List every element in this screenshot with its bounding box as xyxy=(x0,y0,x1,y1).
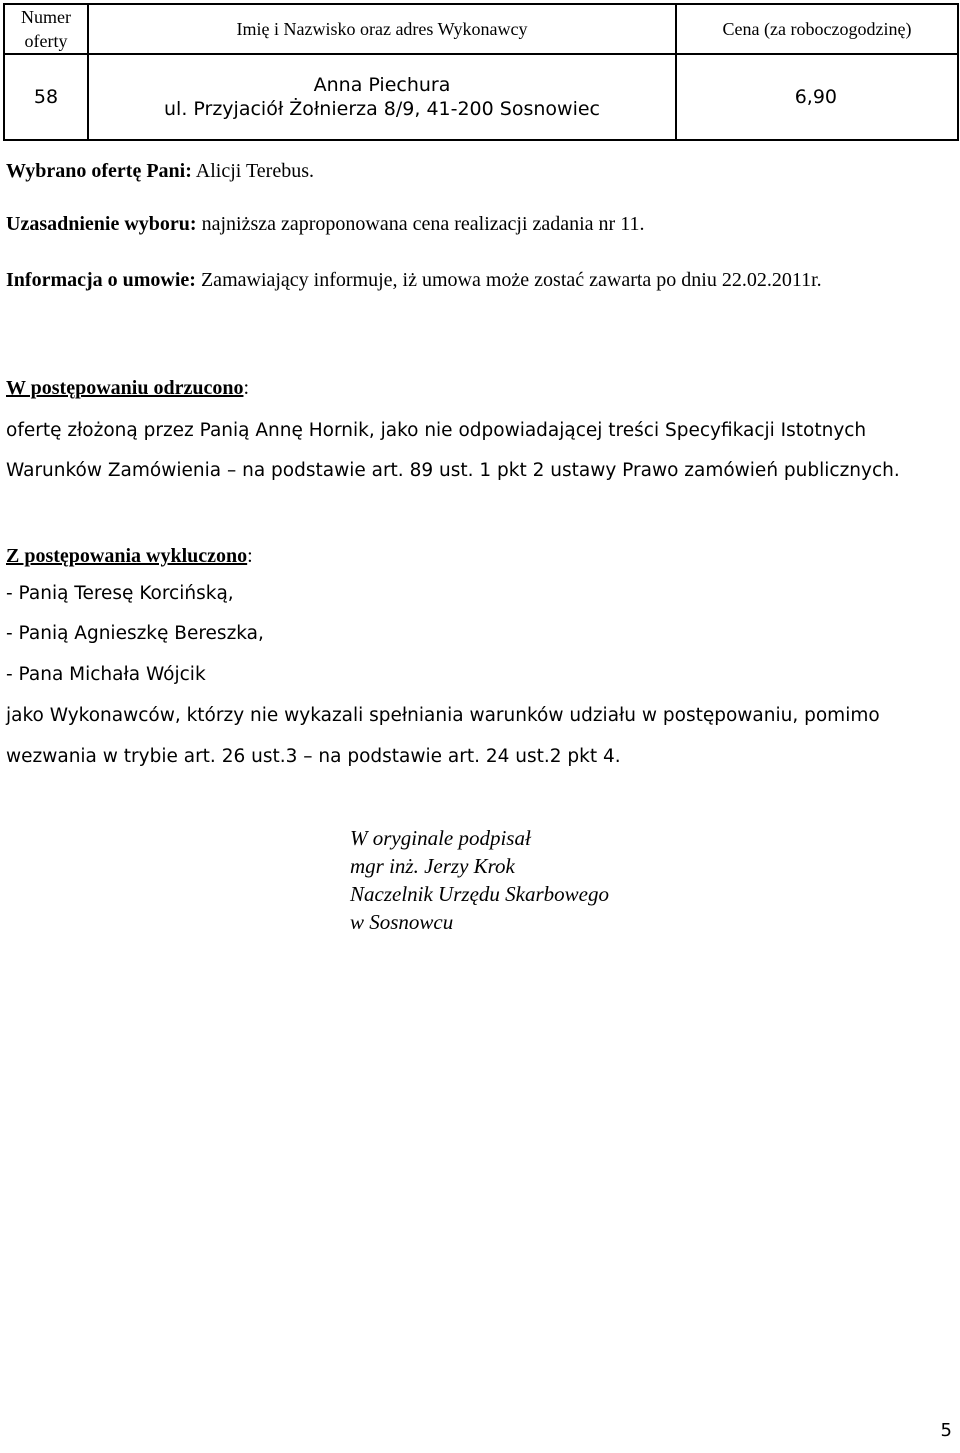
table-row xyxy=(4,54,958,140)
rejected-colon: : xyxy=(243,377,250,399)
header-name: Imię i Nazwisko oraz adres Wykonawcy xyxy=(88,4,676,54)
contract-info-value: Zamawiający informuje, iż umowa może zostać zawarta po dniu 22.02.2011r. xyxy=(200,269,822,291)
selection-value: Alicji Terebus. xyxy=(195,160,314,182)
page-number: 5 xyxy=(940,1420,952,1441)
signature-line-3: Naczelnik Urzędu Skarbowego xyxy=(350,882,609,906)
offers-table xyxy=(3,3,959,141)
contractor-name: Anna Piechura xyxy=(313,74,451,96)
excluded-item-2: - Panią Agnieszkę Bereszka, xyxy=(6,623,264,644)
justification-value: najniższa zaproponowana cena realizacji zadania nr 11. xyxy=(201,213,645,235)
selection-label: Wybrano ofertę Pani: xyxy=(6,160,192,182)
contractor-cell xyxy=(88,54,676,140)
signature-line-4: w Sosnowcu xyxy=(350,910,454,934)
justification-paragraph xyxy=(6,211,954,237)
signature-block xyxy=(350,824,609,936)
excluded-colon: : xyxy=(247,545,253,567)
excluded-item-3: - Pana Michała Wójcik xyxy=(6,664,206,685)
selection-paragraph xyxy=(6,158,954,184)
rejected-line-1: ofertę złożoną przez Panią Annę Hornik, jako nie odpowiadającej treści Specyfikacji Istotnych xyxy=(6,420,867,441)
rejected-heading-line xyxy=(6,375,249,401)
excluded-reason-line-2: wezwania w trybie art. 26 ust.3 – na podstawie art. 24 ust.2 pkt 4. xyxy=(6,746,621,767)
excluded-item-1: - Panią Teresę Korcińską, xyxy=(6,583,234,604)
offer-price: 6,90 xyxy=(676,54,958,140)
header-number: Numer oferty xyxy=(4,4,88,54)
excluded-heading: Z postępowania wykluczono xyxy=(6,545,248,567)
excluded-reason-line-1: jako Wykonawców, którzy nie wykazali spełniania warunków udziału w postępowaniu, pomimo xyxy=(6,705,880,726)
signature-line-2: mgr inż. Jerzy Krok xyxy=(350,854,515,878)
contractor-address: ul. Przyjaciół Żołnierza 8/9, 41-200 Sosnowiec xyxy=(164,98,600,120)
contract-info-label: Informacja o umowie: xyxy=(6,269,196,291)
offer-number: 58 xyxy=(4,54,88,140)
contract-info-paragraph xyxy=(6,266,954,294)
rejected-heading: W postępowaniu odrzucono xyxy=(6,377,244,399)
rejected-line-2: Warunków Zamówienia – na podstawie art. 89 ust. 1 pkt 2 ustawy Prawo zamówień publicznych. xyxy=(6,460,900,481)
header-price: Cena (za roboczogodzinę) xyxy=(676,4,958,54)
justification-label: Uzasadnienie wyboru: xyxy=(6,213,197,235)
signature-line-1: W oryginale podpisał xyxy=(350,826,531,850)
excluded-heading-line xyxy=(6,543,253,569)
table-header-row xyxy=(4,4,958,54)
